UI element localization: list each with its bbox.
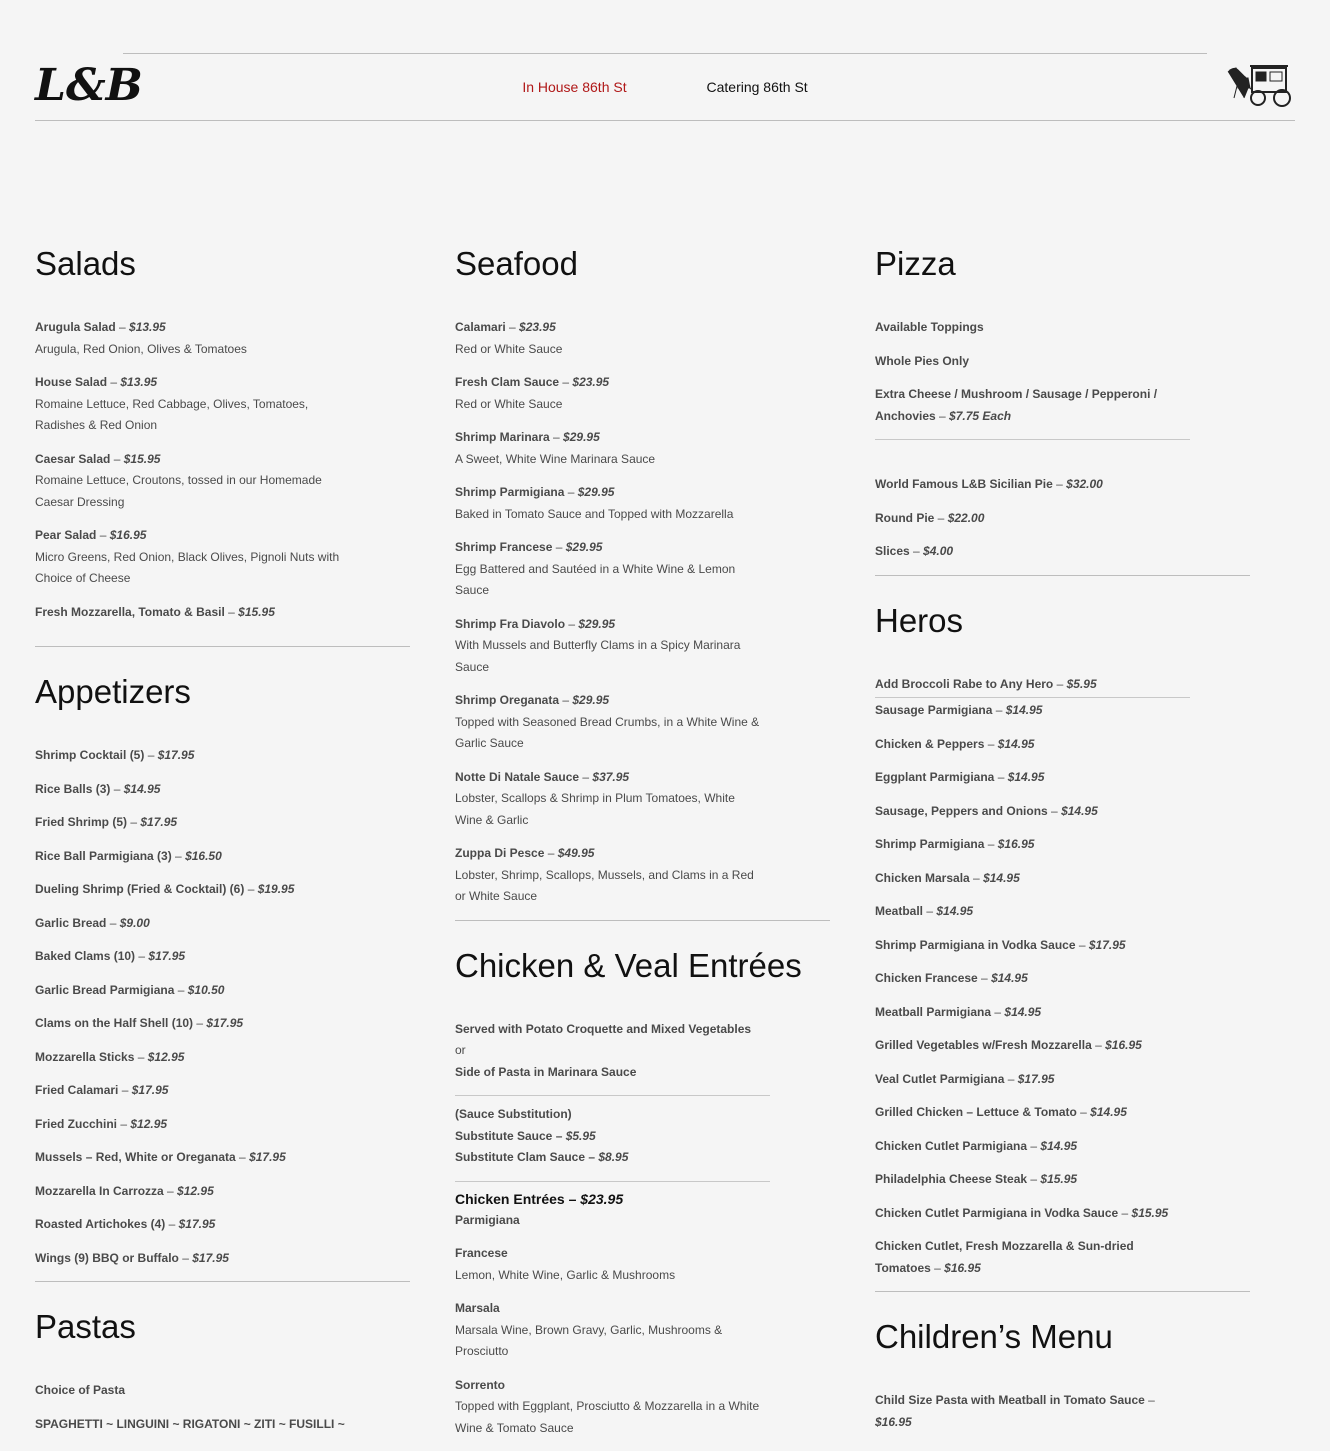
item-name: Francese [455, 1246, 508, 1260]
menu-item: Fresh Mozzarella, Tomato & Basil – $15.95 [35, 604, 275, 619]
item-name: Shrimp Parmigiana in Vodka Sauce [875, 937, 1076, 952]
item-price: $37.95 [592, 769, 630, 784]
section-divider [455, 920, 830, 921]
column-middle [455, 245, 830, 1451]
menu-item: Chicken Francese – $14.95 [875, 971, 1028, 985]
menu-item: Shrimp Parmigiana – $29.95 Baked in Tomato Sauce and Topped with Mozzarella [455, 482, 765, 525]
item-price: $17.95 [192, 1250, 229, 1265]
item-name: Chicken Francese [875, 971, 978, 985]
item-price: $14.95 [123, 781, 161, 796]
menu-item: Rice Ball Parmigiana (3) – $16.50 [35, 848, 222, 863]
item-price: $19.95 [257, 882, 295, 896]
menu-item: Notte Di Natale Sauce – $37.95 Lobster, Scallops & Shrimp in Plum Tomatoes, White Wine & Garlic [455, 767, 765, 832]
item-name: Fried Shrimp (5) [35, 815, 128, 829]
section-divider [35, 646, 410, 647]
menu-item: Shrimp Fra Diavolo – $29.95 With Mussels and Butterfly Clams in a Spicy Marinara Sauce [455, 614, 765, 679]
item-name: Baked Clams (10) [35, 949, 136, 963]
menu-item: Dueling Shrimp (Fried & Cocktail) (6) – $19.95 [35, 882, 295, 896]
header-top-rule [123, 53, 1207, 54]
item-desc: Baked in Tomato Sauce and Topped with Mozzarella [455, 506, 734, 521]
menu-item: Grilled Chicken – Lettuce & Tomato – $14.95 [875, 1105, 1127, 1119]
item-name: Shrimp Parmigiana [875, 837, 985, 851]
column-left [35, 245, 410, 1447]
item-name: Grilled Vegetables w/Fresh Mozzarella [875, 1038, 1092, 1052]
item-desc: Lemon, White Wine, Garlic & Mushrooms [455, 1267, 676, 1282]
item-price: $9.00 [119, 915, 150, 930]
menu-item: Round Pie – $22.00 [875, 510, 985, 525]
main-nav [0, 79, 1330, 95]
menu-item: Grilled Vegetables w/Fresh Mozzarella – $16.95 [875, 1038, 1142, 1052]
item-price: $14.95 [997, 736, 1035, 751]
section-divider [875, 575, 1250, 576]
item-desc: Marsala Wine, Brown Gravy, Garlic, Mushrooms & Prosciutto [455, 1322, 723, 1358]
item-name: Slices [875, 544, 910, 558]
chicken-veal-title: Chicken & Veal Entrées [455, 946, 802, 984]
column-right [875, 245, 1250, 1445]
salads-title: Salads [35, 245, 136, 282]
item-price: $16.95 [997, 837, 1035, 851]
heros-title: Heros [875, 601, 964, 639]
toppings-price: $7.75 Each [949, 408, 1012, 423]
menu-item: Shrimp Parmigiana – $16.95 [875, 837, 1035, 851]
item-name: Mussels – Red, White or Oreganata [35, 1150, 236, 1164]
menu-item: Shrimp Parmigiana in Vodka Sauce – $17.95 [875, 937, 1126, 952]
menu-item [455, 1243, 765, 1286]
menu-item: Extra Cheese / Mushroom / Sausage / Pepperoni / Anchovies – $7.75 Each [875, 387, 1158, 423]
heros-section [875, 602, 1250, 1293]
item-price: $15.95 [1131, 1205, 1169, 1220]
menu-item: Meatball Parmigiana – $14.95 [875, 1004, 1042, 1019]
item-name: Chicken & Peppers [875, 736, 985, 751]
item-name: Fresh Mozzarella, Tomato & Basil [35, 604, 225, 619]
item-name: Clams on the Half Shell (10) [35, 1016, 194, 1030]
item-price: $14.95 [1005, 703, 1043, 717]
pasta-list: SPAGHETTI ~ LINGUINI ~ RIGATONI ~ ZITI ~ FUSILLI ~ [35, 1416, 345, 1431]
item-price: $22.00 [947, 510, 985, 525]
item-name: World Famous L&B Sicilian Pie [875, 477, 1053, 491]
menu-item: Garlic Bread Parmigiana – $10.50 [35, 982, 225, 997]
item-price: $5.95 [565, 1128, 596, 1143]
item-name: Fried Zucchini [35, 1116, 118, 1131]
menu-item: Shrimp Oreganata – $29.95 Topped with Seasoned Bread Crumbs, in a White Wine & Garlic Sauce [455, 690, 765, 755]
menu-item [875, 351, 1185, 373]
item-name: Dueling Shrimp (Fried & Cocktail) (6) [35, 882, 245, 896]
menu-item: Sausage, Peppers and Onions – $14.95 [875, 803, 1098, 818]
menu-item: Veal Cutlet Parmigiana – $17.95 [875, 1071, 1055, 1086]
item-price: $29.95 [577, 485, 615, 499]
item-price: $13.95 [129, 320, 166, 334]
item-name: Sorrento [455, 1377, 506, 1392]
menu-item: Fresh Clam Sauce – $23.95 Red or White Sauce [455, 372, 765, 415]
sub-divider [455, 1095, 770, 1096]
item-name: Marsala [455, 1301, 500, 1315]
nav-catering[interactable]: Catering 86th St [706, 79, 808, 95]
menu-item: Arugula Salad – $13.95 Arugula, Red Onion, Olives & Tomatoes [35, 317, 345, 360]
item-price: $8.95 [598, 1150, 629, 1164]
item-name: Parmigiana [455, 1212, 520, 1227]
menu-item: Pear Salad – $16.95 Micro Greens, Red Onion, Black Olives, Pignoli Nuts with Choice of Cheese [35, 525, 345, 590]
nav-in-house[interactable]: In House 86th St [522, 79, 627, 95]
entrees-heading-text: Chicken Entrées [455, 1190, 565, 1207]
menu-item [455, 1298, 765, 1363]
item-price: $16.95 [109, 528, 147, 542]
item-name: Wings (9) BBQ or Buffalo [35, 1250, 179, 1265]
item-price: $15.95 [1040, 1172, 1078, 1186]
menu-item: Slices – $4.00 [875, 544, 954, 558]
item-name: Zuppa Di Pesce [455, 846, 545, 860]
item-price: $29.95 [563, 430, 600, 444]
item-name: Shrimp Oreganata [455, 693, 560, 707]
menu-item: Garlic Bread – $9.00 [35, 915, 150, 930]
salads-section [35, 245, 410, 647]
item-price: $23.95 [572, 375, 610, 389]
item-name: Fresh Clam Sauce [455, 375, 560, 389]
menu-item: Roasted Artichokes (4) – $17.95 [35, 1217, 216, 1231]
item-desc: Topped with Eggplant, Prosciutto & Mozzarella in a White Wine & Tomato Sauce [455, 1399, 760, 1435]
item-name: Meatball Parmigiana [875, 1004, 992, 1019]
menu-item: Wings (9) BBQ or Buffalo – $17.95 [35, 1250, 229, 1265]
item-name: Child Size Pasta with Meatball in Tomato Sauce [875, 1393, 1145, 1407]
item-name: Shrimp Francese [455, 540, 553, 554]
item-name: Caesar Salad [35, 451, 111, 466]
toppings-list: Extra Cheese / Mushroom / Sausage / Pepperoni / Anchovies [875, 387, 1158, 423]
header-bottom-rule [35, 120, 1295, 121]
item-name: Meatball [875, 904, 924, 918]
chicken-entrees-heading: Chicken Entrées – $23.95 [455, 1190, 624, 1207]
item-name: Arugula Salad [35, 320, 116, 334]
pizza-section [875, 245, 1250, 576]
item-price: $16.95 [875, 1414, 912, 1429]
sub-divider [875, 697, 1190, 698]
substitution-item: Substitute Clam Sauce – $8.95 [455, 1150, 629, 1164]
menu-item: Zuppa Di Pesce – $49.95 Lobster, Shrimp, Scallops, Mussels, and Clams in a Red or White Sauce [455, 843, 765, 908]
menu-item: Child Size Pasta with Meatball in Tomato Sauce – $16.95 [875, 1393, 1155, 1429]
item-name: Calamari [455, 320, 506, 334]
item-price: $17.95 [178, 1217, 216, 1231]
substitution-item: Substitute Sauce – $5.95 [455, 1128, 596, 1143]
item-desc: Red or White Sauce [455, 341, 563, 356]
item-desc: Micro Greens, Red Onion, Black Olives, Pignoli Nuts with Choice of Cheese [35, 549, 340, 585]
item-price: $49.95 [557, 846, 595, 860]
item-name: Shrimp Cocktail (5) [35, 748, 145, 762]
horse-carriage-icon [1226, 62, 1296, 108]
menu-item: Calamari – $23.95 Red or White Sauce [455, 317, 765, 360]
item-price: $12.95 [147, 1049, 185, 1064]
item-name: Chicken Marsala [875, 870, 970, 885]
item-name: Garlic Bread Parmigiana [35, 982, 175, 997]
item-price: $16.95 [944, 1260, 981, 1275]
item-desc: Arugula, Red Onion, Olives & Tomatoes [35, 341, 247, 356]
appetizers-list [35, 745, 410, 1269]
pastas-section [35, 1308, 410, 1435]
item-price: $17.95 [131, 1083, 169, 1097]
menu-item: Baked Clams (10) – $17.95 [35, 949, 186, 963]
item-name: Round Pie [875, 510, 935, 525]
pasta-choice: Choice of Pasta [35, 1383, 126, 1397]
item-price: $17.95 [157, 748, 195, 762]
item-price: $14.95 [1007, 770, 1045, 784]
menu-item: Sausage Parmigiana – $14.95 [875, 703, 1043, 717]
pizza-list [875, 474, 1250, 563]
item-desc: Egg Battered and Sautéed in a White Wine & Lemon Sauce [455, 561, 736, 597]
menu-item: Shrimp Cocktail (5) – $17.95 [35, 748, 195, 762]
item-name: Add Broccoli Rabe to Any Hero [875, 676, 1054, 691]
item-name: Mozzarella In Carrozza [35, 1183, 164, 1198]
item-name: Chicken Cutlet Parmigiana [875, 1138, 1028, 1153]
menu-item: Chicken Marsala – $14.95 [875, 870, 1020, 885]
item-desc: With Mussels and Butterfly Clams in a Spicy Marinara Sauce [455, 638, 741, 674]
logo-text: L&B [35, 60, 143, 111]
menu-item: Mussels – Red, White or Oreganata – $17.95 [35, 1150, 286, 1164]
item-desc: A Sweet, White Wine Marinara Sauce [455, 451, 656, 466]
item-name: Veal Cutlet Parmigiana [875, 1071, 1005, 1086]
item-price: $15.95 [123, 451, 161, 466]
item-price: $12.95 [130, 1116, 168, 1131]
item-name: Substitute Sauce [455, 1128, 553, 1143]
item-name: Notte Di Natale Sauce [455, 769, 580, 784]
appetizers-section [35, 673, 410, 1282]
item-price: $17.95 [206, 1016, 244, 1030]
menu-item: Chicken Cutlet Parmigiana – $14.95 [875, 1138, 1078, 1153]
or-label: or [455, 1043, 466, 1057]
menu-item: Mozzarella In Carrozza – $12.95 [35, 1183, 214, 1198]
section-divider [875, 1291, 1250, 1292]
chicken-veal-section [455, 947, 830, 1440]
pastas-title: Pastas [35, 1308, 136, 1345]
item-price: $23.95 [519, 320, 556, 334]
menu-item [455, 1375, 765, 1440]
menu-item [455, 1210, 765, 1232]
item-name: Eggplant Parmigiana [875, 770, 995, 784]
menu-item: Chicken Cutlet, Fresh Mozzarella & Sun-dried Tomatoes – $16.95 [875, 1239, 1134, 1275]
menu-item: Chicken Cutlet Parmigiana in Vodka Sauce – $15.95 [875, 1205, 1169, 1220]
item-price: $16.95 [1105, 1038, 1142, 1052]
heros-list [875, 700, 1250, 1279]
menu-item: Shrimp Marinara – $29.95 A Sweet, White Wine Marinara Sauce [455, 427, 765, 470]
entrees-price: $23.95 [580, 1190, 624, 1207]
menu-item: Add Broccoli Rabe to Any Hero – $5.95 [875, 676, 1097, 691]
toppings-label: Available Toppings [875, 320, 984, 334]
menu-item: House Salad – $13.95 Romaine Lettuce, Red Cabbage, Olives, Tomatoes, Radishes & Red Onion [35, 372, 345, 437]
sub-divider [455, 1181, 770, 1182]
seafood-list [455, 317, 830, 908]
sub-divider [875, 439, 1190, 440]
item-price: $14.95 [1004, 1004, 1042, 1019]
item-name: Shrimp Fra Diavolo [455, 616, 566, 631]
menu-item: World Famous L&B Sicilian Pie – $32.00 [875, 477, 1103, 491]
item-price: $14.95 [1090, 1105, 1127, 1119]
item-desc: Lobster, Scallops & Shrimp in Plum Tomatoes, White Wine & Garlic [455, 791, 735, 827]
item-price: $12.95 [177, 1183, 214, 1198]
item-price: $29.95 [578, 616, 616, 631]
appetizers-title: Appetizers [35, 673, 191, 710]
item-price: $14.95 [1040, 1138, 1078, 1153]
item-name: Chicken Cutlet, Fresh Mozzarella & Sun-dried Tomatoes [875, 1239, 1134, 1275]
item-price: $17.95 [140, 815, 178, 829]
item-name: Shrimp Parmigiana [455, 485, 565, 499]
item-price: $4.00 [923, 544, 954, 558]
item-price: $14.95 [936, 904, 974, 918]
item-desc: Romaine Lettuce, Croutons, tossed in our Homemade Caesar Dressing [35, 473, 322, 509]
item-price: $17.95 [1088, 937, 1126, 952]
item-desc: Topped with Seasoned Bread Crumbs, in a White Wine & Garlic Sauce [455, 714, 760, 750]
sauce-substitution-label: (Sauce Substitution) [455, 1107, 572, 1121]
menu-item: Fried Zucchini – $12.95 [35, 1116, 168, 1131]
item-name: Roasted Artichokes (4) [35, 1217, 166, 1231]
menu-item: Philadelphia Cheese Steak – $15.95 [875, 1172, 1078, 1186]
children-section [875, 1318, 1250, 1433]
item-desc: Lobster, Shrimp, Scallops, Mussels, and Clams in a Red or White Sauce [455, 867, 754, 903]
item-price: $5.95 [1066, 676, 1097, 691]
item-price: $32.00 [1066, 477, 1103, 491]
item-name: Philadelphia Cheese Steak [875, 1172, 1028, 1186]
menu-item: Meatball – $14.95 [875, 904, 974, 918]
item-name: Chicken Cutlet Parmigiana in Vodka Sauce [875, 1205, 1119, 1220]
item-price: $13.95 [120, 375, 158, 389]
pizza-title: Pizza [875, 245, 956, 282]
item-name: Shrimp Marinara [455, 430, 550, 444]
menu-item: Chicken & Peppers – $14.95 [875, 736, 1035, 751]
item-name: House Salad [35, 375, 108, 389]
whole-pies-label: Whole Pies Only [875, 353, 970, 368]
item-name: Mozzarella Sticks [35, 1049, 135, 1064]
served-with: Served with Potato Croquette and Mixed Vegetables [455, 1021, 752, 1036]
item-name: Substitute Clam Sauce [455, 1150, 586, 1164]
item-name: Garlic Bread [35, 915, 107, 930]
menu-item [875, 317, 1185, 339]
item-desc: Red or White Sauce [455, 396, 563, 411]
menu-item: Mozzarella Sticks – $12.95 [35, 1049, 185, 1064]
menu-item: Fried Shrimp (5) – $17.95 [35, 815, 178, 829]
children-title: Children’s Menu [875, 1318, 1113, 1355]
item-price: $16.50 [185, 848, 222, 863]
item-price: $14.95 [991, 971, 1028, 985]
item-price: $14.95 [983, 870, 1020, 885]
item-price: $29.95 [572, 693, 610, 707]
menu-item [35, 1380, 345, 1402]
item-price: $29.95 [565, 540, 603, 554]
item-name: Grilled Chicken – Lettuce & Tomato [875, 1105, 1077, 1119]
item-name: Sausage Parmigiana [875, 703, 993, 717]
item-name: Rice Balls (3) [35, 781, 111, 796]
menu-item [35, 1414, 345, 1436]
section-divider [35, 1281, 410, 1282]
seafood-section [455, 245, 830, 921]
menu-item: Fried Calamari – $17.95 [35, 1083, 169, 1097]
item-name: Pear Salad [35, 528, 97, 542]
item-name: Sausage, Peppers and Onions [875, 803, 1048, 818]
side-pasta: Side of Pasta in Marinara Sauce [455, 1064, 637, 1079]
menu-item: Caesar Salad – $15.95 Romaine Lettuce, Croutons, tossed in our Homemade Caesar Dressing [35, 449, 345, 514]
item-price: $17.95 [249, 1150, 286, 1164]
item-desc: Romaine Lettuce, Red Cabbage, Olives, Tomatoes, Radishes & Red Onion [35, 396, 309, 432]
menu-item: Shrimp Francese – $29.95 Egg Battered and Sautéed in a White Wine & Lemon Sauce [455, 537, 765, 602]
menu-item: Eggplant Parmigiana – $14.95 [875, 770, 1045, 784]
item-name: Rice Ball Parmigiana (3) [35, 848, 172, 863]
item-price: $14.95 [1061, 803, 1098, 818]
item-price: $15.95 [238, 604, 275, 619]
menu-item: Rice Balls (3) – $14.95 [35, 781, 161, 796]
item-name: Fried Calamari [35, 1083, 119, 1097]
item-price: $17.95 [1017, 1071, 1055, 1086]
item-price: $10.50 [187, 982, 225, 997]
menu-item: Clams on the Half Shell (10) – $17.95 [35, 1016, 244, 1030]
seafood-title: Seafood [455, 245, 578, 282]
item-price: $17.95 [148, 949, 186, 963]
